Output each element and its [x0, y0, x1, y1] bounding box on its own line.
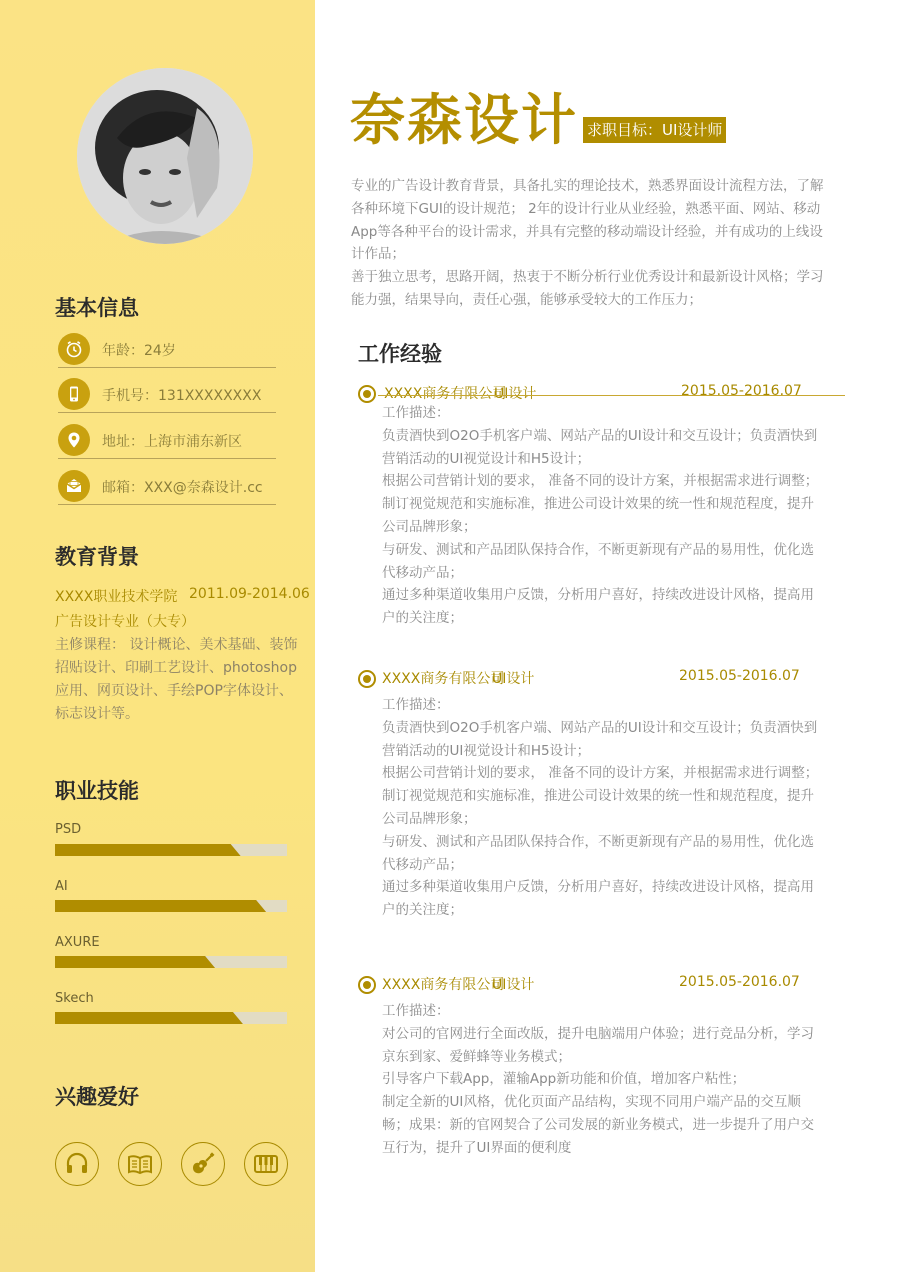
job-line: 工作描述：: [382, 1003, 450, 1019]
skill-name-psd: PSD: [55, 822, 82, 837]
job-line: 制订视觉规范和实施标准，推进公司设计效果的统一性和规范程度，提升公司品牌形象；: [382, 496, 814, 535]
timeline-dot-icon: [358, 976, 376, 994]
job-line: 制订视觉规范和实施标准，推进公司设计效果的统一性和规范程度，提升公司品牌形象；: [382, 788, 814, 827]
job-line: 工作描述：: [382, 697, 450, 713]
job-role: UI设计: [492, 671, 535, 687]
skill-fill: [55, 956, 215, 968]
job-period: 2015.05-2016.07: [679, 668, 800, 684]
timeline-dot-icon: [358, 385, 376, 403]
profile-photo: [77, 68, 253, 244]
job-line: 负责酒快到O2O手机客户端、网站产品的UI设计和交互设计；负责酒快到营销活动的UI视觉设计和H5设计；: [382, 719, 818, 759]
basic-info-title: 基本信息: [55, 296, 139, 320]
mail-icon: [58, 470, 90, 502]
job-line: 与研发、测试和产品团队保持合作，不断更新现有产品的易用性，优化选代移动产品；: [382, 541, 814, 581]
job-company: XXXX商务有限公司: [382, 977, 505, 993]
job-line: 根据公司营销计划的要求， 准备不同的设计方案，并根据需求进行调整；: [382, 473, 819, 490]
skill-name-skech: Skech: [55, 991, 94, 1006]
headphones-icon: [55, 1142, 99, 1186]
skill-bar-axure: [55, 956, 287, 968]
skill-fill: [55, 900, 266, 912]
job-description: [382, 402, 827, 630]
education-courses: 主修课程： 设计概论、美术基础、装饰招贴设计、印刷工艺设计、photoshop应用、网页设计、手绘POP字体设计、标志设计等。: [55, 637, 298, 722]
job-target-badge: 求职目标：UI设计师: [583, 117, 726, 143]
skill-bar-psd: [55, 844, 287, 856]
info-address: [58, 424, 276, 459]
job-role: UI设计: [492, 977, 535, 993]
skill-bar-ai: [55, 900, 287, 912]
guitar-icon: [181, 1142, 225, 1186]
job-company: XXXX商务有限公司: [384, 386, 507, 402]
skill-fill: [55, 844, 241, 856]
job-line: 对公司的官网进行全面改版，提升电脑端用户体验；进行竞品分析，学习京东到家、爱鲜蜂等业务模式；: [382, 1025, 814, 1065]
job-header: [382, 668, 845, 688]
location-icon: [58, 424, 90, 456]
education-title: 教育背景: [55, 545, 139, 569]
job-period: 2015.05-2016.07: [681, 383, 802, 399]
hobbies-title: 兴趣爱好: [55, 1085, 139, 1109]
job-description: [382, 1000, 827, 1160]
job-line: 与研发、测试和产品团队保持合作，不断更新现有产品的易用性，优化选代移动产品；: [382, 833, 814, 873]
info-email: [58, 470, 276, 505]
profile-summary: [351, 175, 831, 312]
job-line: 工作描述：: [382, 405, 450, 421]
job-line: 负责酒快到O2O手机客户端、网站产品的UI设计和交互设计；负责酒快到营销活动的UI视觉设计和H5设计；: [382, 427, 818, 467]
job-period: 2015.05-2016.07: [679, 974, 800, 990]
info-age: [58, 333, 276, 368]
skill-bar-skech: [55, 1012, 287, 1024]
phone-icon: [58, 378, 90, 410]
info-email-label: 邮箱：XXX@奈森设计.cc: [102, 480, 263, 496]
education-period: 2011.09-2014.06: [189, 586, 310, 602]
summary-paragraph: 专业的广告设计教育背景，具备扎实的理论技术，熟悉界面设计流程方法，了解各种环境下GUI的设计规范； 2年的设计行业从业经验，熟悉平面、网站、移动App等各种平台的设计需求，并具有完整的移动端设计经验，并有成功的上线设计作品；: [351, 178, 824, 263]
info-address-label: 地址：上海市浦东新区: [102, 434, 242, 450]
job-role: UI设计: [494, 386, 537, 402]
summary-paragraph: 善于独立思考，思路开阔，热衷于不断分析行业优秀设计和最新设计风格；学习能力强，结果导向，责任心强，能够承受较大的工作压力；: [351, 269, 824, 308]
book-icon: [118, 1142, 162, 1186]
work-experience-title: 工作经验: [358, 342, 442, 366]
info-age-label: 年龄：24岁: [102, 343, 176, 359]
job-company: XXXX商务有限公司: [382, 671, 505, 687]
job-line: 制定全新的UI风格，优化页面产品结构，实现不同用户端产品的交互顺畅；成果：新的官网契合了公司发展的新业务模式，进一步提升了用户交互行为，提升了UI界面的便利度: [382, 1094, 814, 1156]
job-header: [384, 383, 847, 403]
skills-title: 职业技能: [55, 779, 139, 803]
candidate-name: 奈森设计: [350, 88, 579, 152]
job-line: 引导客户下载App，灌输App新功能和价值，增加客户粘性；: [382, 1071, 746, 1088]
timeline-dot-icon: [358, 670, 376, 688]
job-line: 通过多种渠道收集用户反馈，分析用户喜好，持续改进设计风格，提高用户的关注度；: [382, 587, 814, 627]
job-divider: [378, 395, 845, 396]
job-line: 根据公司营销计划的要求， 准备不同的设计方案，并根据需求进行调整；: [382, 765, 819, 782]
info-phone: [58, 378, 276, 413]
piano-icon: [244, 1142, 288, 1186]
skill-name-axure: AXURE: [55, 935, 100, 950]
education-school: XXXX职业技术学院: [55, 589, 178, 605]
skill-name-ai: AI: [55, 879, 68, 894]
job-header: [382, 974, 845, 994]
info-phone-label: 手机号：131XXXXXXXX: [102, 388, 262, 404]
skill-fill: [55, 1012, 243, 1024]
clock-icon: [58, 333, 90, 365]
job-line: 通过多种渠道收集用户反馈，分析用户喜好，持续改进设计风格，提高用户的关注度；: [382, 879, 814, 919]
education-major: 广告设计专业（大专）: [55, 614, 195, 630]
job-description: [382, 694, 827, 922]
